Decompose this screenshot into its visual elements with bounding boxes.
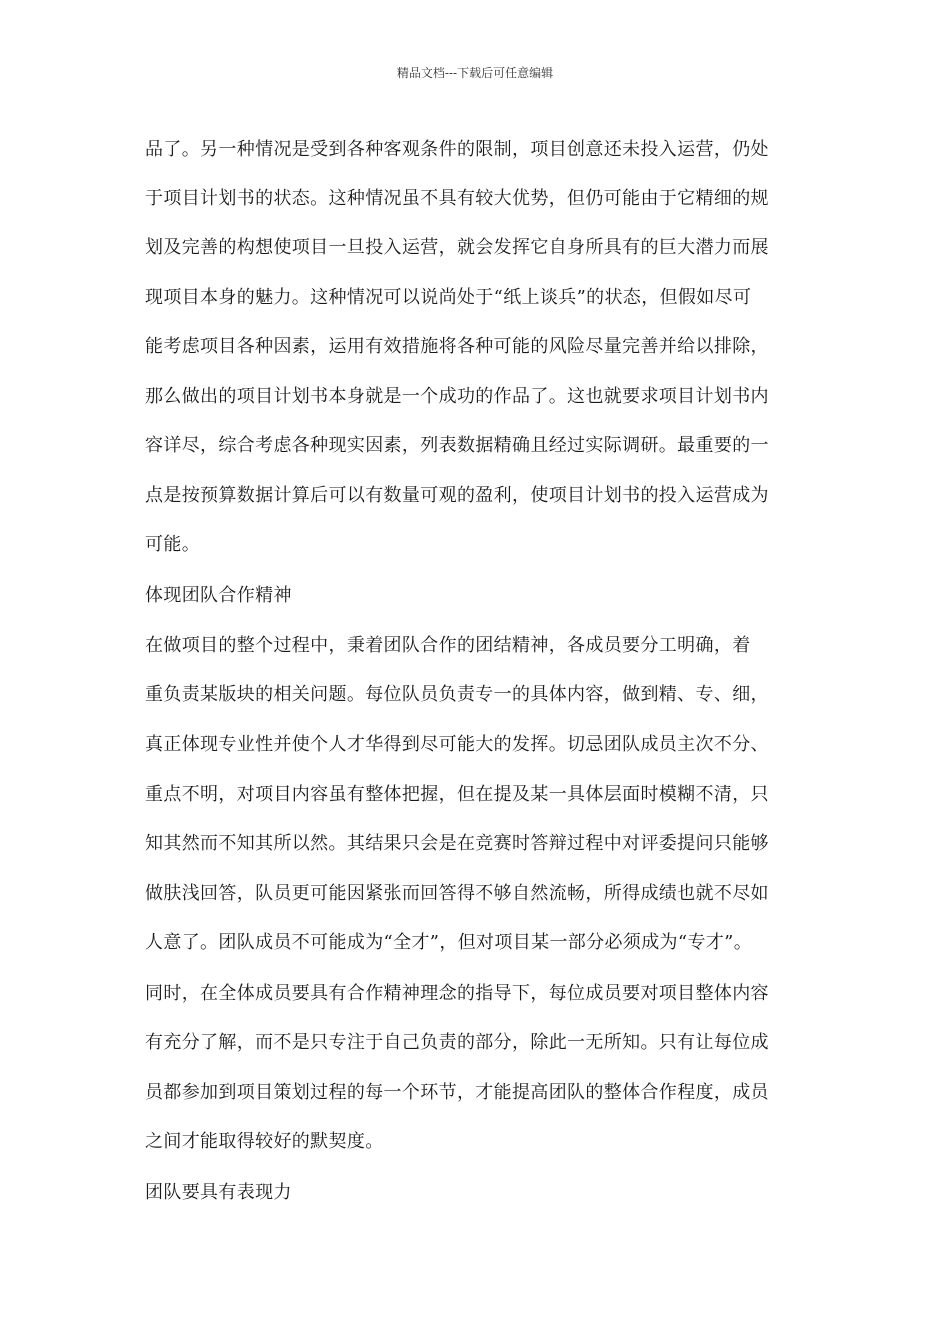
- body-line: 真正体现专业性并使个人才华得到尽可能大的发挥。切忌团队成员主次不分、: [145, 734, 769, 755]
- body-line: 人意了。团队成员不可能成为“全才”，但对项目某一部分必须成为“专才”。: [145, 932, 753, 953]
- body-line: 划及完善的构想使项目一旦投入运营，就会发挥它自身所具有的巨大潜力而展: [145, 237, 769, 258]
- body-line: 在做项目的整个过程中，秉着团队合作的团结精神，各成员要分工明确，着: [145, 635, 751, 656]
- page-header: 精品文档---下载后可任意编辑: [396, 66, 554, 80]
- body-line: 知其然而不知其所以然。其结果只会是在竞赛时答辩过程中对评委提问只能够: [145, 833, 769, 854]
- body-line: 同时，在全体成员要具有合作精神理念的指导下，每位成员要对项目整体内容: [145, 983, 769, 1004]
- body-line: 现项目本身的魅力。这种情况可以说尚处于“纸上谈兵”的状态，但假如尽可: [145, 287, 752, 308]
- body-line: 容详尽，综合考虑各种现实因素，列表数据精确且经过实际调研。最重要的一: [145, 435, 769, 456]
- body-line: 员都参加到项目策划过程的每一个环节，才能提高团队的整体合作程度，成员: [145, 1082, 769, 1103]
- body-line: 有充分了解，而不是只专注于自己负责的部分，除此一无所知。只有让每位成: [145, 1032, 769, 1053]
- section-heading: 团队要具有表现力: [145, 1182, 292, 1203]
- body-line: 重点不明，对项目内容虽有整体把握，但在提及某一具体层面时模糊不清，只: [145, 784, 769, 805]
- body-line: 那么做出的项目计划书本身就是一个成功的作品了。这也就要求项目计划书内: [145, 386, 769, 407]
- section-heading: 体现团队合作精神: [145, 585, 292, 606]
- body-line: 能考虑项目各种因素，运用有效措施将各种可能的风险尽量完善并给以排除，: [145, 336, 769, 357]
- body-line: 重负责某版块的相关问题。每位队员负责专一的具体内容，做到精、专、细，: [145, 684, 769, 705]
- body-line: 品了。另一种情况是受到各种客观条件的限制，项目创意还未投入运营，仍处: [145, 139, 769, 160]
- body-line: 可能。: [145, 534, 201, 555]
- body-line: 做肤浅回答，队员更可能因紧张而回答得不够自然流畅，所得成绩也就不尽如: [145, 883, 769, 904]
- body-line: 之间才能取得较好的默契度。: [145, 1131, 384, 1152]
- body-line: 于项目计划书的状态。这种情况虽不具有较大优势，但仍可能由于它精细的规: [145, 188, 769, 209]
- body-line: 点是按预算数据计算后可以有数量可观的盈利，使项目计划书的投入运营成为: [145, 485, 769, 506]
